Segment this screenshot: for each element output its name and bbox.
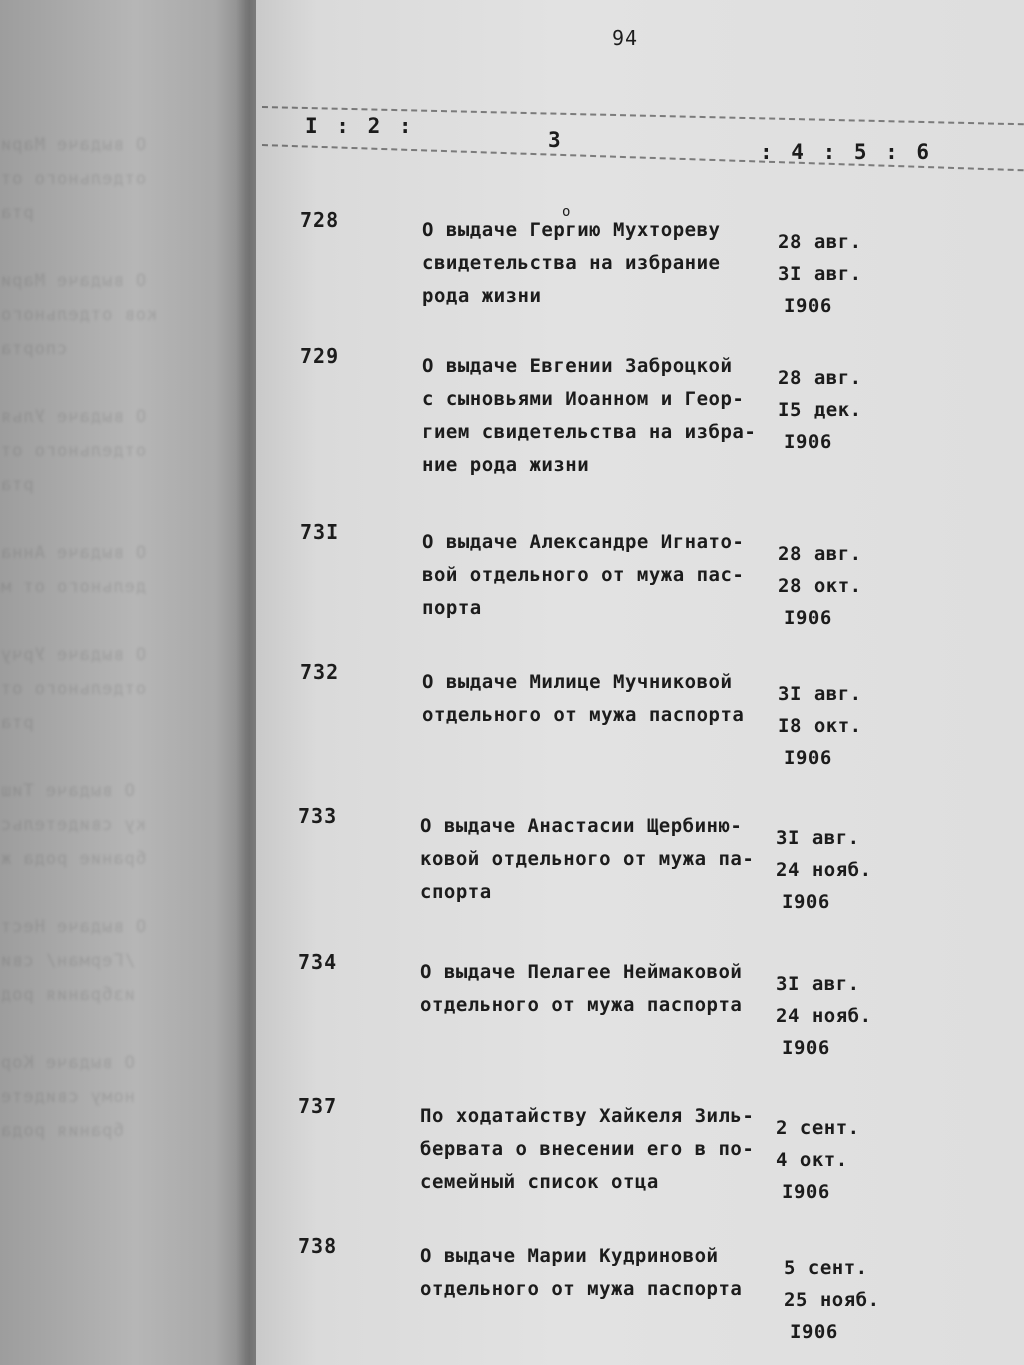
entry-description-line: О выдаче Гергию Мухтореву	[422, 219, 721, 241]
date-start: 3I авг.	[776, 973, 860, 995]
entry-description	[420, 1100, 780, 1199]
entry-description-line: гием свидетельства на избра-	[422, 421, 757, 443]
entry-dates	[776, 822, 872, 918]
superscript-mark: o	[562, 204, 571, 220]
entry-dates	[784, 1252, 880, 1348]
entry-description-line: ковой отдельного от мужа па-	[420, 848, 755, 870]
year: I906	[784, 431, 832, 453]
year: I906	[784, 607, 832, 629]
entry-description-line: отдельного от мужа паспорта	[422, 704, 745, 726]
entry-description-line: О выдаче Евгении Заброцкой	[422, 355, 733, 377]
date-end: 28 окт.	[778, 575, 862, 597]
facing-page	[0, 0, 245, 1365]
entry-description	[420, 956, 780, 1022]
column-header-middle: 3	[548, 128, 564, 152]
date-start: 28 авг.	[778, 543, 862, 565]
entry-description-line: с сыновьями Иоанном и Геор-	[422, 388, 745, 410]
date-start: 28 авг.	[778, 367, 862, 389]
column-header-left: I : 2 :	[305, 114, 415, 138]
entry-number: 73I	[300, 520, 340, 544]
date-start: 3I авг.	[776, 827, 860, 849]
entry-description-line: рода жизни	[422, 285, 542, 307]
date-start: 2 сент.	[776, 1117, 860, 1139]
year: I906	[782, 1037, 830, 1059]
entry-description-line: О выдаче Милице Мучниковой	[422, 671, 733, 693]
year: I906	[782, 1181, 830, 1203]
entry-description-line: спорта	[420, 881, 492, 903]
entry-description-line: О выдаче Пелагее Неймаковой	[420, 961, 743, 983]
date-start: 5 сент.	[784, 1257, 868, 1279]
date-end: 25 нояб.	[784, 1289, 880, 1311]
entry-description-line: отдельного от мужа паспорта	[420, 1278, 743, 1300]
entry-description-line: бервата о внесении его в по-	[420, 1138, 755, 1160]
year: I906	[790, 1321, 838, 1343]
entry-description	[422, 526, 782, 625]
column-header-right: : 4 : 5 : 6	[760, 140, 933, 164]
year: I906	[782, 891, 830, 913]
entry-dates	[778, 538, 862, 634]
entry-description	[422, 350, 782, 482]
entry-number: 729	[300, 344, 340, 368]
show-through-text: О выдаче Мари отдельного от рта О выдаче Мари ков отдельного спорта О выдаче Улья отдельного от рта О выдаче Анна дельного от м О выдаче Урчу отдельного от рта О выдаче Тиш ку свидетельс брание рода ж О выдаче Нест /Герман/ сви избрания род О выдаче Кор ному свидете брания рода	[0, 135, 158, 1141]
entry-number: 733	[298, 804, 338, 828]
entry-dates	[778, 362, 862, 458]
entry-dates	[778, 226, 862, 322]
entry-description	[420, 1240, 780, 1306]
entry-description-line: отдельного от мужа паспорта	[420, 994, 743, 1016]
entry-description-line: семейный список отца	[420, 1171, 659, 1193]
entry-number: 734	[298, 950, 338, 974]
entry-dates	[778, 678, 862, 774]
entry-dates	[776, 1112, 860, 1208]
entry-description-line: О выдаче Анастасии Щербиню-	[420, 815, 743, 837]
entry-description-line: вой отдельного от мужа пас-	[422, 564, 745, 586]
date-end: I8 окт.	[778, 715, 862, 737]
entry-number: 732	[300, 660, 340, 684]
date-end: 4 окт.	[776, 1149, 848, 1171]
date-start: 28 авг.	[778, 231, 862, 253]
entry-description-line: О выдаче Александре Игнато-	[422, 531, 745, 553]
date-end: 24 нояб.	[776, 1005, 872, 1027]
entry-description-line: ние рода жизни	[422, 454, 590, 476]
date-end: 24 нояб.	[776, 859, 872, 881]
entry-description-line: О выдаче Марии Кудриновой	[420, 1245, 719, 1267]
entry-description-line: свидетельства на избрание	[422, 252, 721, 274]
page-number: 94	[612, 26, 639, 50]
year: I906	[784, 747, 832, 769]
year: I906	[784, 295, 832, 317]
date-end: 3I авг.	[778, 263, 862, 285]
entry-description-line: порта	[422, 597, 482, 619]
entry-number: 728	[300, 208, 340, 232]
entry-dates	[776, 968, 872, 1064]
entry-description	[422, 214, 782, 313]
date-end: I5 дек.	[778, 399, 862, 421]
entry-description	[420, 810, 780, 909]
entry-description-line: По ходатайству Хайкеля Зиль-	[420, 1105, 755, 1127]
entry-number: 738	[298, 1234, 338, 1258]
entry-number: 737	[298, 1094, 338, 1118]
date-start: 3I авг.	[778, 683, 862, 705]
entry-description	[422, 666, 782, 732]
